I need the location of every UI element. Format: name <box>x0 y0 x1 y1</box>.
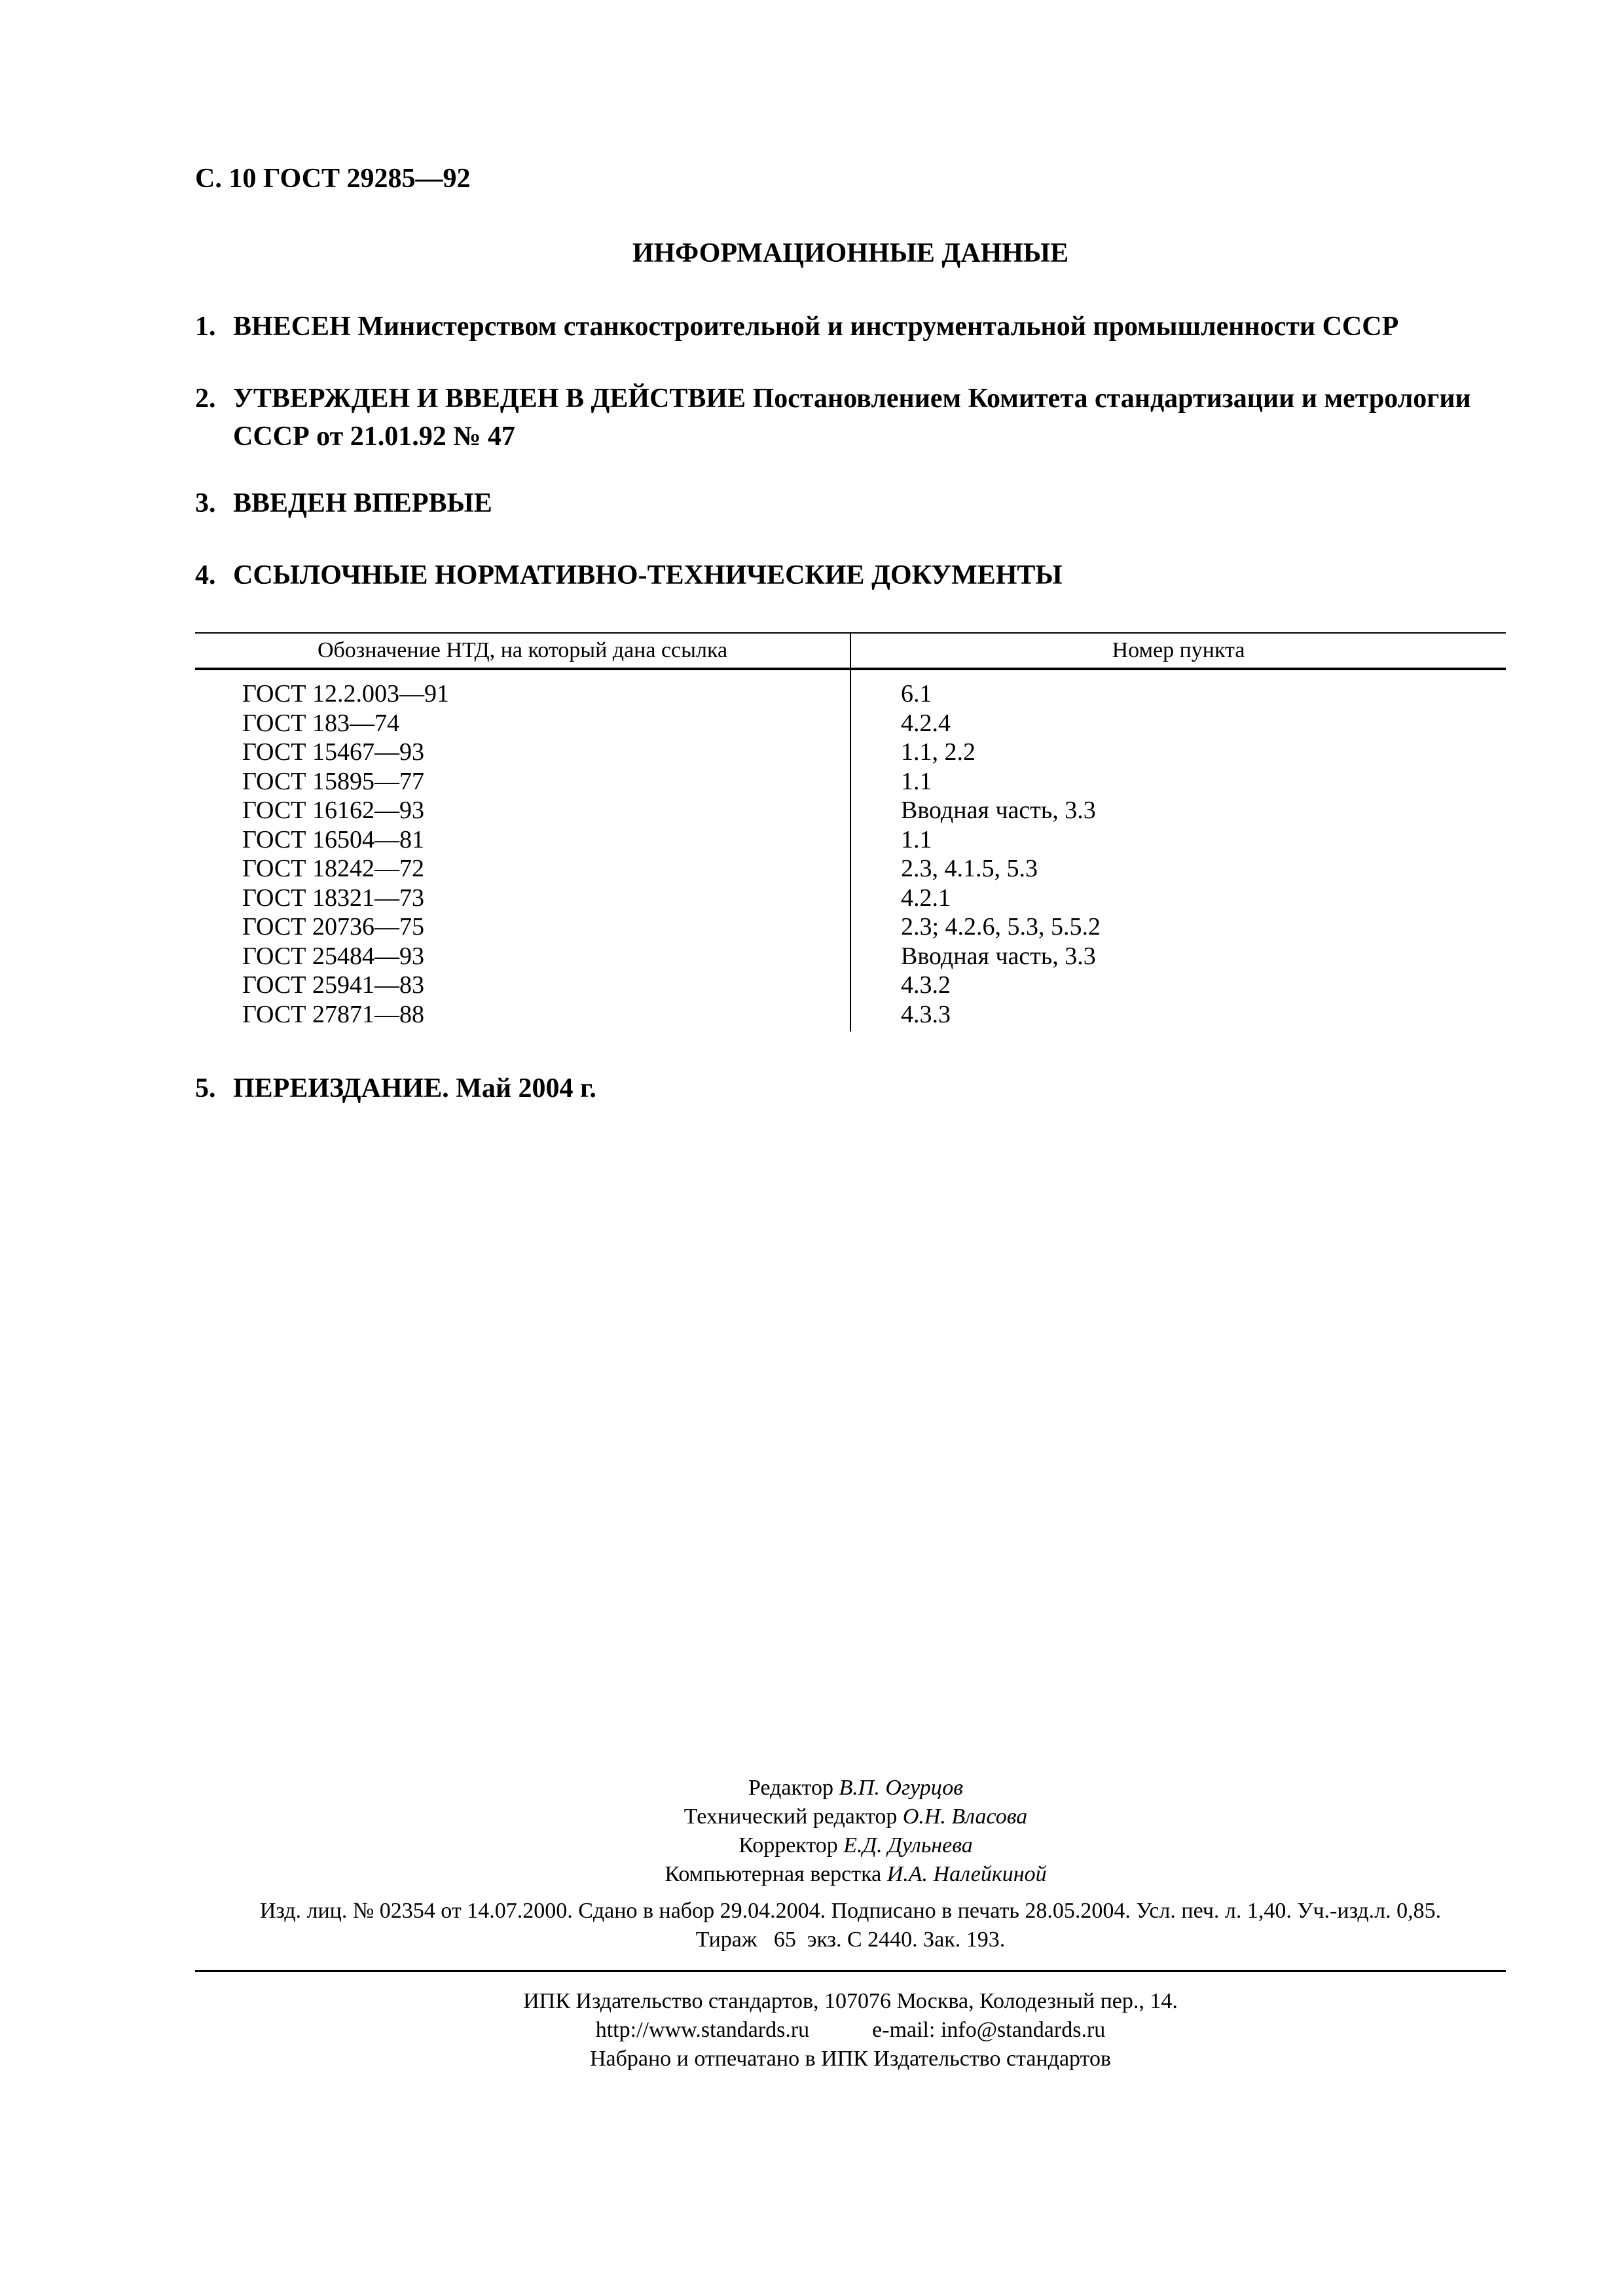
cell-clause-number: 1.1 <box>901 767 932 795</box>
item-number: 2. <box>195 384 216 414</box>
table-row <box>195 971 1506 1000</box>
cell-clause-number: 4.2.4 <box>901 709 951 737</box>
credit-person: И.А. Налейкиной <box>886 1862 1047 1886</box>
table-row <box>195 738 1506 767</box>
cell-doc-designation: ГОСТ 12.2.003—91 <box>242 680 449 708</box>
cell-clause-number: 4.3.2 <box>901 971 951 999</box>
page-header: С. 10 ГОСТ 29285—92 <box>195 164 471 194</box>
item-number: 4. <box>195 560 216 590</box>
info-item-5 <box>195 1069 1531 1107</box>
item-number: 3. <box>195 488 216 518</box>
cell-clause-number: 2.3, 4.1.5, 5.3 <box>901 855 1038 882</box>
cell-doc-designation: ГОСТ 16504—81 <box>242 825 424 853</box>
cell-doc-designation: ГОСТ 18242—72 <box>242 855 424 882</box>
table-header-doc: Обозначение НТД, на который дана ссылка <box>317 638 728 662</box>
cell-doc-designation: ГОСТ 25484—93 <box>242 942 424 970</box>
item-text: Май 2004 г. <box>448 1073 596 1103</box>
item-text: Постановлением Комитета стандартизации и метрологии СССР от 21.01.92 № 47 <box>233 384 1471 452</box>
cell-clause-number: 4.3.3 <box>901 1000 951 1028</box>
cell-clause-number: Вводная часть, 3.3 <box>901 797 1096 824</box>
table-row <box>195 854 1506 884</box>
cell-clause-number: 1.1, 2.2 <box>901 738 976 766</box>
credit-person: Е.Д. Дульнева <box>843 1833 973 1857</box>
editorial-credits <box>195 1774 1506 1889</box>
cell-doc-designation: ГОСТ 25941—83 <box>242 971 424 999</box>
credit-layout <box>200 1860 1511 1889</box>
footer-rule <box>195 1970 1506 1972</box>
credit-person: О.Н. Власова <box>902 1804 1028 1829</box>
credit-role: Корректор <box>739 1833 838 1857</box>
credit-person: В.П. Огурцов <box>839 1776 963 1800</box>
section-title: ИНФОРМАЦИОННЫЕ ДАННЫЕ <box>632 238 1069 268</box>
cell-doc-designation: ГОСТ 15467—93 <box>242 738 424 766</box>
cell-clause-number: 6.1 <box>901 680 932 708</box>
item-lead: ВВЕДЕН ВПЕРВЫЕ <box>233 488 492 518</box>
table-row <box>195 942 1506 971</box>
publisher-info <box>195 1987 1506 2073</box>
cell-doc-designation: ГОСТ 18321—73 <box>242 884 424 912</box>
item-lead: ПЕРЕИЗДАНИЕ. <box>233 1073 449 1103</box>
credit-role: Технический редактор <box>684 1804 898 1829</box>
cell-doc-designation: ГОСТ 15895—77 <box>242 767 424 795</box>
info-item-1 <box>195 308 1531 346</box>
table-row <box>195 767 1506 797</box>
cell-doc-designation: ГОСТ 16162—93 <box>242 797 424 824</box>
info-item-3 <box>195 484 1531 522</box>
table-header-clause: Номер пункта <box>1112 638 1245 662</box>
credit-role: Редактор <box>748 1776 833 1800</box>
credit-proofreader <box>200 1831 1511 1860</box>
table-body <box>195 679 1506 1029</box>
item-number: 5. <box>195 1073 216 1103</box>
publisher-website[interactable]: http://www.standards.ru <box>595 2018 810 2042</box>
item-lead: УТВЕРЖДЕН И ВВЕДЕН В ДЕЙСТВИЕ <box>233 384 746 414</box>
credit-tech-editor <box>200 1803 1511 1831</box>
table-row <box>195 825 1506 855</box>
cell-clause-number: 4.2.1 <box>901 884 951 912</box>
reference-documents-table <box>195 632 1506 1031</box>
imprint-line-1: Изд. лиц. № 02354 от 14.07.2000. Сдано в набор 29.04.2004. Подписано в печать 28.05.2004. Усл. печ. л. 1,40. Уч.-изд.л. 0,85. <box>259 1899 1442 1923</box>
table-row <box>195 679 1506 709</box>
item-text: Министерством станкостроительной и инструментальной промышленности СССР <box>350 312 1399 342</box>
item-lead: ССЫЛОЧНЫЕ НОРМАТИВНО-ТЕХНИЧЕСКИЕ ДОКУМЕНТЫ <box>233 560 1063 590</box>
item-lead: ВНЕСЕН <box>233 312 351 342</box>
info-item-2 <box>195 380 1531 456</box>
item-number: 1. <box>195 312 216 342</box>
cell-clause-number: 2.3; 4.2.6, 5.3, 5.5.2 <box>901 913 1101 941</box>
print-imprint <box>195 1897 1506 1954</box>
publisher-email[interactable]: e-mail: info@standards.ru <box>872 2018 1106 2042</box>
publisher-address: ИПК Издательство стандартов, 107076 Москва, Колодезный пер., 14. <box>523 1989 1178 2013</box>
cell-clause-number: Вводная часть, 3.3 <box>901 942 1096 970</box>
table-row <box>195 1000 1506 1030</box>
imprint-line-2: Тираж 65 экз. С 2440. Зак. 193. <box>695 1928 1006 1952</box>
cell-clause-number: 1.1 <box>901 825 932 853</box>
cell-doc-designation: ГОСТ 27871—88 <box>242 1000 424 1028</box>
publisher-contacts <box>195 2016 1506 2045</box>
cell-doc-designation: ГОСТ 183—74 <box>242 709 399 737</box>
table-row <box>195 884 1506 913</box>
publisher-printed-by: Набрано и отпечатано в ИПК Издательство стандартов <box>589 2047 1112 2071</box>
credit-role: Компьютерная верстка <box>665 1862 882 1886</box>
table-row <box>195 912 1506 942</box>
info-item-4 <box>195 556 1531 594</box>
cell-doc-designation: ГОСТ 20736—75 <box>242 913 424 941</box>
table-row <box>195 709 1506 738</box>
table-row <box>195 796 1506 825</box>
credit-editor <box>200 1774 1511 1803</box>
